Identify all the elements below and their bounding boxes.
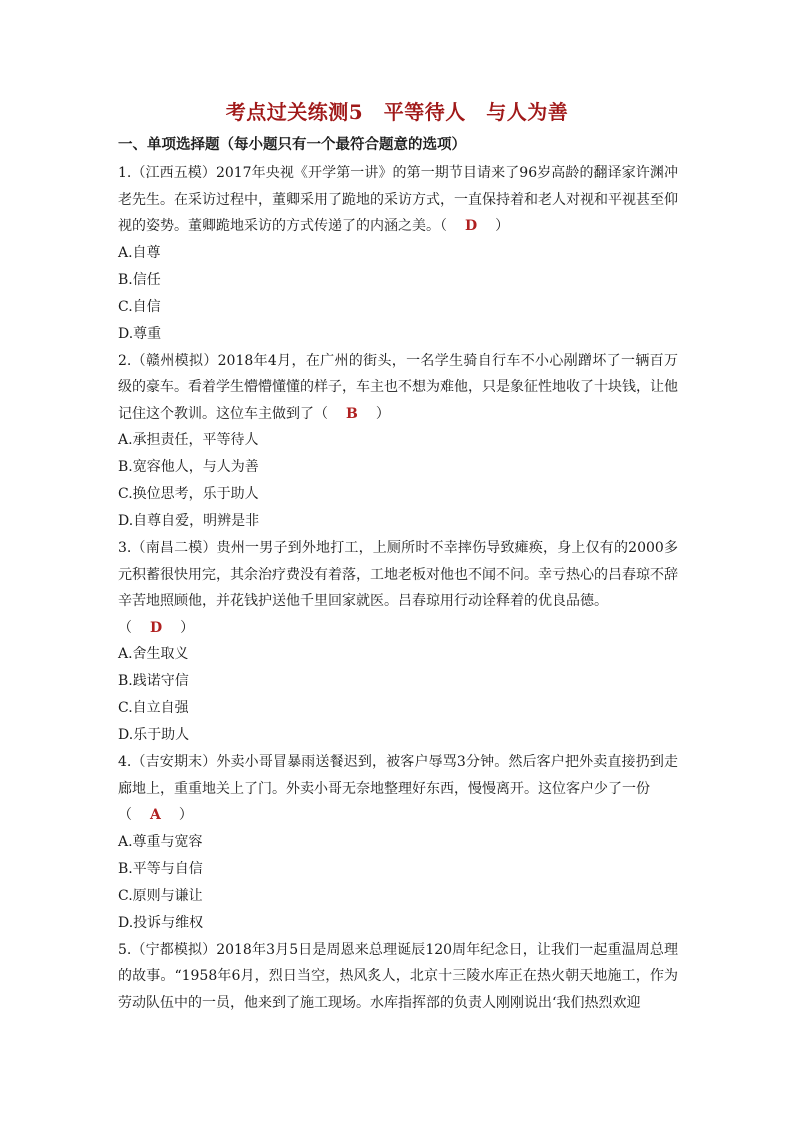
answer-bracket: （ D ）	[118, 620, 194, 636]
option-d: D.自尊自爱，明辨是非	[118, 513, 260, 529]
option-d: D.投诉与维权	[118, 914, 204, 931]
answer-letter: D	[150, 619, 163, 636]
option-d: D.乐于助人	[118, 727, 190, 743]
option-b: B.宽容他人，与人为善	[118, 459, 259, 475]
question-number: 4.	[118, 754, 132, 770]
question-text: （南昌二模）贵州一男子到外地打工，上厕所时不幸摔伤导致瘫痪，身上仅有的2000多元积蓄很快用完，其余治疗费没有着落，工地老板对他也不闻不问。幸亏热心的吕春琼不辞辛苦地照顾他，并花钱护送他千里回家就医。吕春琼用行动诠释着的优良品德。	[118, 540, 678, 609]
option-d: D.尊重	[118, 325, 162, 342]
question-number: 5.	[118, 941, 132, 958]
question-2	[118, 348, 678, 536]
option-a: A.舍生取义	[118, 646, 189, 662]
option-b: B.践诺守信	[118, 673, 189, 689]
question-number: 1.	[118, 165, 132, 181]
option-c: C.原则与谦让	[118, 887, 203, 904]
question-text: （宁都模拟）2018年3月5日是周恩来总理诞辰120周年纪念日，让我们一起重温周总理的故事。“1958年6月，烈日当空，热风炙人，北京十三陵水库正在热火朝天地施工，作为劳动队伍中的一员，他来到了施工现场。水库指挥部的负责人刚刚说出‘我们热烈欢迎	[118, 941, 678, 1011]
question-1	[118, 160, 678, 348]
question-4	[118, 749, 678, 937]
question-number: 2.	[118, 352, 132, 369]
option-b: B.平等与自信	[118, 860, 203, 877]
answer-letter: D	[465, 218, 478, 234]
question-text: （江西五模）2017年央视《开学第一讲》的第一期节目请来了96岁高龄的翻译家许渊冲老先生。在采访过程中，董卿采用了跪地的采访方式，一直保持着和老人对视和平视甚至仰视的姿势。董卿跪地采访的方式传递了的内涵之美。	[118, 165, 678, 234]
page-title: 考点过关练测5 平等待人 与人为善	[225, 100, 569, 124]
answer-letter: A	[150, 807, 161, 823]
question-5	[118, 937, 678, 1017]
option-a: A.承担责任，平等待人	[118, 432, 259, 448]
option-a: A.自尊	[118, 244, 161, 261]
answer-bracket: （ D ）	[440, 218, 509, 234]
option-c: C.换位思考，乐于助人	[118, 486, 259, 502]
option-a: A.尊重与宽容	[118, 833, 203, 850]
question-text: （吉安期末）外卖小哥冒暴雨送餐迟到，被客户辱骂3分钟。然后客户把外卖直接扔到走廊地上，重重地关上了门。外卖小哥无奈地整理好东西，慢慢离开。这位客户少了一份	[118, 754, 678, 797]
option-c: C.自立自强	[118, 700, 189, 716]
question-text: （赣州模拟）2018年4月，在广州的街头，一名学生骑自行车不小心剐蹭坏了一辆百万级的豪车。看着学生懵懵懂懂的样子，车主也不想为难他，只是象征性地收了十块钱，让他记住这个教训。这位车主做到了	[118, 352, 678, 422]
section-heading: 一、单项选择题（每小题只有一个最符合题意的选项）	[118, 137, 466, 153]
option-b: B.信任	[118, 271, 161, 288]
answer-letter: B	[346, 405, 358, 422]
question-list	[118, 160, 678, 1016]
answer-bracket: （ B ）	[314, 406, 390, 422]
answer-bracket: （ A ）	[118, 807, 193, 823]
question-3	[118, 535, 678, 749]
option-c: C.自信	[118, 298, 161, 315]
question-number: 3.	[118, 540, 132, 556]
